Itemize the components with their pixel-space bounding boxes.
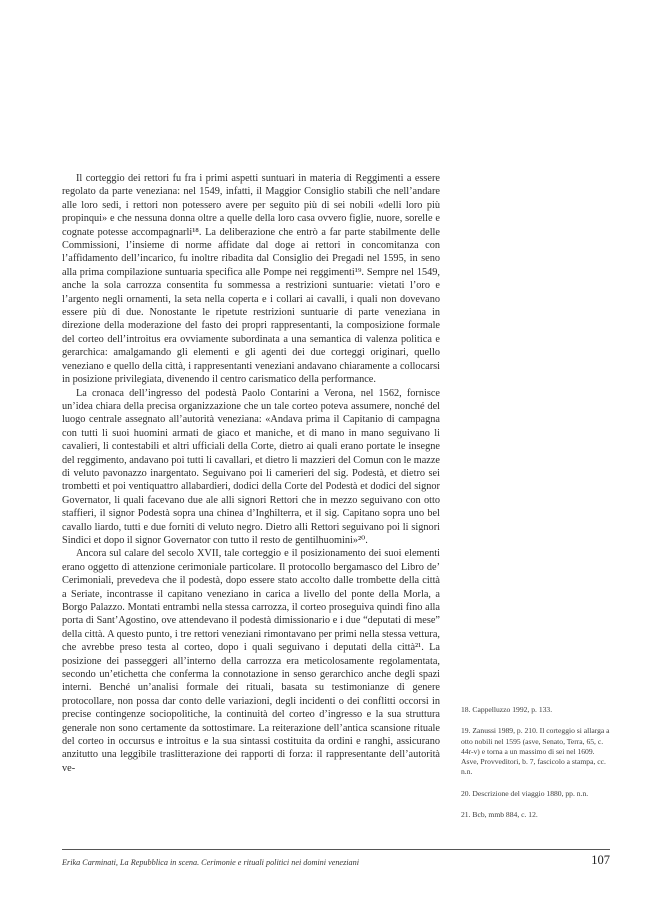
paragraph: Il corteggio dei rettori fu fra i primi aspetti suntuari in materia di Reggimenti a essere regolato da parte veneziana: nel 1549, infatti, il Maggior Consiglio stabilì che nell’andare alle loro sedi, i rettori non potessero avere per seguito più di sei nobili «delli loro più propinqui» e che nessuna donna oltre a quelle della loro casa ovvero figlie, nuore, sorelle e cognate potesse accompagnarli¹⁸. La deliberazione che entrò a far parte stabilmente delle Commissioni, l’insieme di norme affidate dal doge ai rettori in concomitanza con l’affidamento dell’incarico, fu inoltre ribadita dal Consiglio dei Pregadi nel 1595, in seno alla prima compilazione suntuaria specifica alle Pompe nei reggimenti¹⁹. Sempre nel 1549, anche la sola carrozza consentita fu sommessa a restrizioni suntuarie: vietati l’oro e l’argento negli ornamenti, la seta nella coperta e i collari ai cavalli, i quali non dovevano essere più di due. Nonostante le ripetute restrizioni suntuarie di parte veneziana in direzione della moderazione del fasto dei propri rappresentanti, la composizione formale del corteo dell’introitus era ovviamente subordinata a una semantica di valenza politica e gerarchica: amalgamando gli elementi e gli agenti dei due corteggi originari, quello veneziano e quello della città, i rappresentanti veneziani andavano chiaramente a collocarsi in posizione privilegiata, divenendo il centro carismatico della performance.: [62, 173, 440, 386]
footnote: 20. Descrizione del viaggio 1880, pp. n.n.: [461, 788, 589, 798]
main-text: [62, 172, 440, 775]
page-number: 107: [591, 853, 610, 867]
footnote: 18. Cappelluzzo 1992, p. 133.: [461, 705, 553, 714]
running-footer: Erika Carminati, La Repubblica in scena. Cerimonie e rituali politici nei domini veneziani: [62, 858, 359, 867]
footnote: 19. Zanussi 1989, p. 210. Il corteggio si allarga a otto nobili nel 1595 (asve, Senato, Terra, 65, c. 44r-v) e torna a un massimo di sei nel 1609. Asve, Provveditori, b. 7, fascicolo a stampa, cc. n.n.: [461, 726, 610, 777]
footnotes: [461, 705, 611, 831]
footer-rule: [62, 849, 610, 850]
paragraph: La cronaca dell’ingresso del podestà Paolo Contarini a Verona, nel 1562, fornisce un’idea chiara della precisa organizzazione che un tale corteo poteva assumere, nonché del luogo centrale assegnato all’autorità veneziana: «Andava prima il Capitanio di campagna con tutti li suoi huomini armati de giaco et maniche, et di mano in mano seguivano li cavalieri, li contestabili et altri ufficiali della Corte, dietro ai quali erano portate le insegne del reggimento, andavano poi tutti li cavallari, et dietro li mazzieri del Comun con le mazze di veluto pavonazzo inargentato. Seguivano poi li camerieri del sig. Podestà, et dietro sei trombetti et poi ventiquattro allabardieri, dodici della Corte del Podestà et dodici del signor Governator, li quali facevano due ale alli signori Rettori che in mezzo seguivano con otto staffieri, il signor Podestà sopra una chinea d’Inghilterra, et il sig. Capitano sopra uno bel cavallo liardo, tutti e due forniti di veluto negro. Dietro alli Rettori seguivano poi li signori Sindici et dopo il signor Governator con tutto il resto de gentilhuomini»²⁰.: [62, 387, 440, 546]
footnote: 21. Bcb, mmb 884, c. 12.: [461, 810, 538, 820]
paragraph: Ancora sul calare del secolo XVII, tale corteggio e il posizionamento dei suoi elementi erano oggetto di attenzione cerimoniale particolare. Il protocollo bergamasco del Libro de’ Cerimoniali, prevedeva che il podestà, dopo essere stato accolto dalle trombette della città a Seriate, incontrasse il capitano veneziano in carica a livello del ponte della Morla, a Borgo Palazzo. Montati entrambi nella stessa carrozza, il corteo proseguiva quindi fino alla porta di Sant’Agostino, ove attendevano il podestà dimissionario e i due “deputati di mese” della città. A questo punto, i tre rettori veneziani rimontavano per primi nella stessa vettura, che avrebbe preso testa al corteo, dopo i quali seguivano i deputati della città²¹. La posizione dei passeggeri all’interno della carrozza era meticolosamente regolamentata, secondo un’etichetta che conferma la connotazione in senso gerarchico anche degli spazi interni. Benché un’analisi formale dei rituali, basata su testimonianze di genere protocollare, non possa dar conto delle variazioni, degli incidenti o dei conflitti occorsi in precise contingenze sociopolitiche, la continuità del corteo d’ingresso e la sua struttura generale non sono certamente da sottostimare. La reiterazione dell’antica scansione rituale del corteo in occursus e introitus e la sua sintassi costituita da ordini e ranghi, assicurano anzitutto una leggibile traslitterazione dei rapporti di forza: il rappresentante dell’autorità ve-: [62, 548, 440, 774]
